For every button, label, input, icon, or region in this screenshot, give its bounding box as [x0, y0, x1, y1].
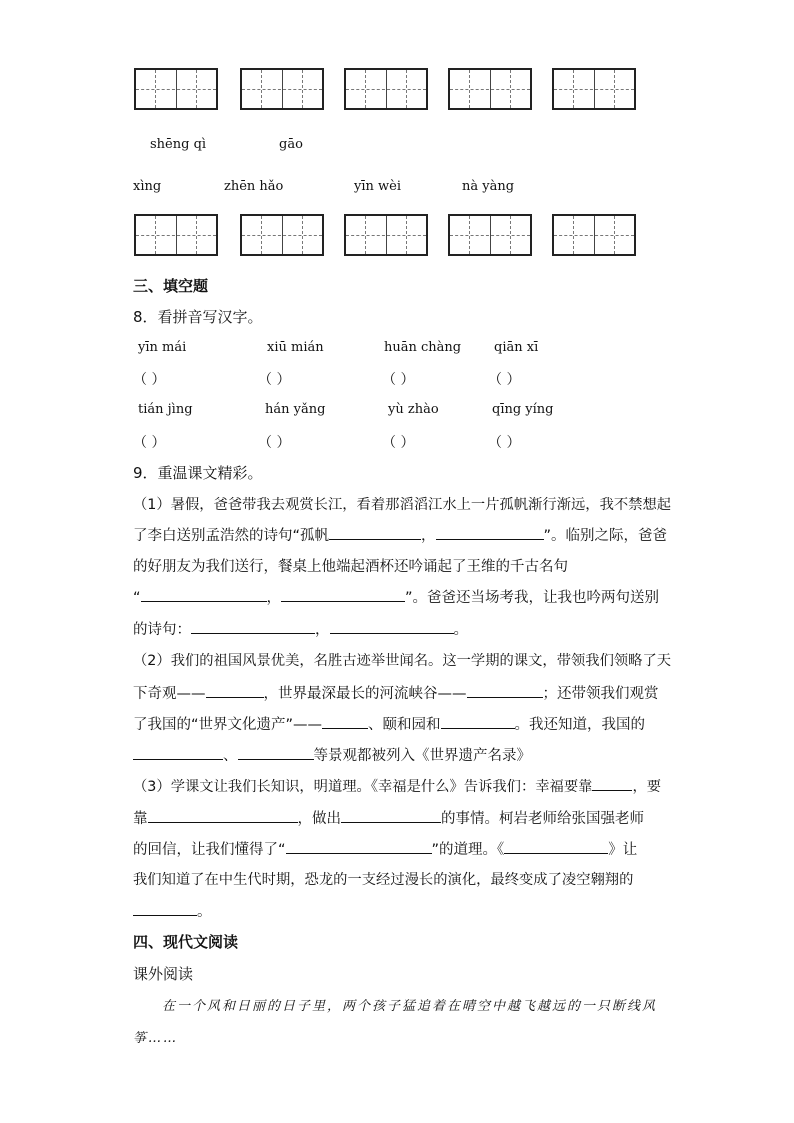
q9-p1-line1: （1）暑假，爸爸带我去观赏长江，看着那滔滔江水上一片孤帆渐行渐远，我不禁想起 — [133, 497, 672, 513]
reading-subtitle: 课外阅读 — [133, 965, 194, 983]
writing-box[interactable] — [552, 68, 636, 110]
writing-box[interactable] — [344, 68, 428, 110]
question-8-title: 8．看拼音写汉字。 — [133, 308, 263, 326]
pinyin-label: qīng yíng — [492, 402, 554, 417]
answer-paren[interactable]: （ ） — [382, 435, 415, 451]
fill-blank[interactable] — [436, 525, 544, 540]
writing-box[interactable] — [134, 68, 218, 110]
tianzige-row-1 — [134, 68, 654, 112]
writing-box[interactable] — [134, 214, 218, 256]
answer-paren[interactable]: （ ） — [382, 372, 415, 388]
question-9-title: 9．重温课文精彩。 — [133, 464, 263, 482]
fill-blank[interactable] — [133, 745, 223, 760]
writing-box[interactable] — [552, 214, 636, 256]
q9-p3-line4: 我们知道了在中生代时期，恐龙的一支经过漫长的演化，最终变成了凌空翱翔的 — [133, 872, 634, 888]
answer-paren[interactable]: （ ） — [258, 435, 291, 451]
fill-blank[interactable] — [281, 587, 405, 602]
fill-blank[interactable] — [191, 619, 315, 634]
answer-paren[interactable]: （ ） — [133, 372, 166, 388]
q9-p2-line2: 下奇观—— ，世界最深最长的河流峡谷—— ；还带领我们观赏 — [133, 682, 659, 703]
q9-p1-line3: 的好朋友为我们送行，餐桌上他端起酒杯还吟诵起了王维的千古名句 — [133, 559, 568, 575]
fill-blank[interactable] — [504, 839, 608, 854]
fill-blank[interactable] — [141, 587, 267, 602]
pinyin-label: qiān xī — [494, 340, 539, 355]
pinyin-label: zhēn hǎo — [224, 179, 284, 194]
pinyin-label: shēng qì — [150, 137, 207, 152]
fill-blank[interactable] — [592, 776, 632, 791]
q9-p2-line1: （2）我们的祖国风景优美，名胜古迹举世闻名。这一学期的课文，带领我们领略了天 — [133, 653, 672, 669]
fill-blank[interactable] — [441, 714, 515, 729]
writing-box[interactable] — [344, 214, 428, 256]
writing-box[interactable] — [448, 214, 532, 256]
pinyin-label: yīn mái — [138, 340, 187, 355]
section-heading: 四、现代文阅读 — [133, 933, 239, 951]
writing-box[interactable] — [448, 68, 532, 110]
fill-blank[interactable] — [341, 808, 441, 823]
q9-p1-line5: 的诗句： ， 。 — [133, 618, 468, 639]
fill-blank[interactable] — [330, 619, 454, 634]
story-line-2: 筝…… — [133, 1031, 179, 1046]
pinyin-label: nà yàng — [462, 179, 515, 194]
answer-paren[interactable]: （ ） — [258, 372, 291, 388]
q9-p3-line5: 。 — [133, 900, 212, 921]
answer-paren[interactable]: （ ） — [488, 372, 521, 388]
fill-blank[interactable] — [238, 745, 314, 760]
fill-blank[interactable] — [329, 525, 421, 540]
fill-blank[interactable] — [467, 683, 543, 698]
tianzige-row-2 — [134, 214, 654, 258]
pinyin-label: yīn wèi — [354, 179, 401, 194]
fill-blank[interactable] — [148, 808, 298, 823]
q9-p3-line3: 的回信，让我们懂得了“ ”的道理。《 》让 — [133, 838, 637, 859]
q9-p1-line4: “ ， ”。爸爸还当场考我，让我也吟两句送别 — [133, 586, 659, 607]
pinyin-label: huān chàng — [384, 340, 462, 355]
fill-blank[interactable] — [206, 683, 264, 698]
answer-paren[interactable]: （ ） — [488, 435, 521, 451]
pinyin-label: xiū mián — [267, 340, 324, 355]
q9-p2-line4: 、 等景观都被列入《世界遗产名录》 — [133, 744, 531, 765]
q9-p1-line2: 了李白送别孟浩然的诗句“孤帆 ， ”。临别之际，爸爸 — [133, 524, 667, 545]
writing-box[interactable] — [240, 214, 324, 256]
pinyin-label: gāo — [279, 137, 303, 152]
fill-blank[interactable] — [133, 901, 197, 916]
q9-p2-line3: 了我国的“世界文化遗产”—— 、颐和园和 。我还知道，我国的 — [133, 713, 645, 734]
q9-p3-line2: 靠 ，做出 的事情。柯岩老师给张国强老师 — [133, 807, 644, 828]
pinyin-label: yù zhào — [388, 402, 439, 417]
writing-box[interactable] — [240, 68, 324, 110]
fill-blank[interactable] — [286, 839, 432, 854]
pinyin-label: hán yǎng — [265, 402, 326, 417]
answer-paren[interactable]: （ ） — [133, 435, 166, 451]
q9-p3-line1: （3）学课文让我们长知识，明道理。《幸福是什么》告诉我们：幸福要靠 ，要 — [133, 776, 661, 796]
story-line-1: 在一个风和日丽的日子里，两个孩子猛追着在晴空中越飞越远的一只断线风 — [162, 999, 658, 1014]
pinyin-label: xìng — [133, 179, 162, 194]
pinyin-label: tián jìng — [138, 402, 193, 417]
fill-blank[interactable] — [322, 714, 368, 729]
section-heading: 三、填空题 — [133, 277, 209, 295]
